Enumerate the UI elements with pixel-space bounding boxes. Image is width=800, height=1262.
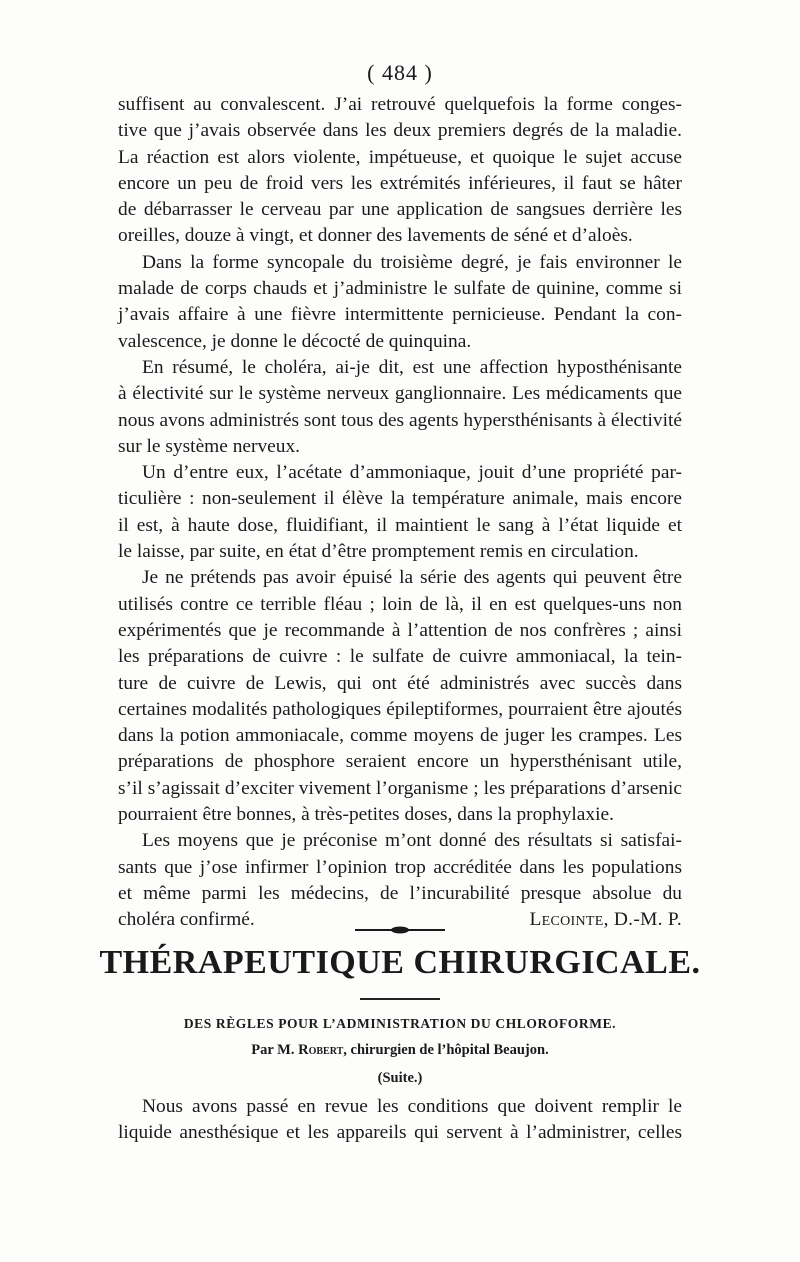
text-line: En résumé, le choléra, ai-je dit, est une affection hyposthénisante <box>142 356 682 378</box>
article-title: DES RÈGLES POUR L’ADMINISTRATION DU CHLOROFORME. <box>183 1016 617 1031</box>
text-line: il est, à haute dose, fluidifiant, il maintient le sang à l’état liquide et <box>118 514 682 536</box>
text-line: encore un peu de froid vers les extrémités inférieures, il faut se hâter <box>118 172 682 194</box>
article-body <box>118 1094 682 1147</box>
continued-label: (Suite.) <box>377 1070 423 1086</box>
byline-affiliation: , chirurgien de l’hôpital Beaujon. <box>343 1042 549 1058</box>
text-line: expérimentés que je recommande à l’attention de nos confrères ; ainsi <box>118 619 682 641</box>
body-text <box>118 92 682 934</box>
byline <box>0 1042 800 1059</box>
byline-prefix: Par M. <box>251 1042 295 1058</box>
paragraph-summary <box>118 355 682 460</box>
page-number: ( 484 ) <box>367 60 433 85</box>
paragraph-conclusion <box>118 828 682 907</box>
text-line: valescence, je donne le décocté de quinquina. <box>118 330 472 352</box>
text-line: suffisent au convalescent. J’ai retrouvé quelquefois la forme conges- <box>118 94 682 115</box>
text-line: les préparations de cuivre : le sulfate de cuivre ammoniacal, la tein- <box>118 646 682 668</box>
section-rule <box>360 998 440 1000</box>
text-line: Dans la forme syncopale du troisième degré, je fais environner le <box>142 251 682 273</box>
text-line: le laisse, par suite, en état d’être promptement remis en circulation. <box>118 541 639 563</box>
text-line: Nous avons passé en revue les conditions que doivent remplir le <box>142 1096 682 1117</box>
text-line: ture de cuivre de Lewis, qui ont été administrés avec succès dans <box>118 672 682 694</box>
paragraph-syncopal-form <box>118 250 682 355</box>
text-line: Les moyens que je préconise m’ont donné des résultats si satisfai- <box>142 830 682 852</box>
text-line: malade de corps chauds et j’administre le sulfate de quinine, comme si <box>118 278 682 300</box>
text-line: liquide anesthésique et les appareils qui servent à l’administrer, celles <box>118 1122 682 1144</box>
paragraph-other-agents <box>118 565 682 828</box>
text-line: s’il s’agissait d’exciter vivement l’organisme ; les préparations d’arsenic <box>118 777 682 799</box>
text-line: j’avais affaire à une fièvre intermittente pernicieuse. Pendant la con- <box>118 304 682 326</box>
text-line: La réaction est alors violente, impétueuse, et quoique le sujet accuse <box>118 146 682 168</box>
paragraph-convalescence <box>118 92 682 250</box>
text-line: ticulière : non-seulement il élève la température animale, mais encore <box>118 488 682 510</box>
text-line: tive que j’avais observée dans les deux premiers degrés de la maladie. <box>118 120 682 142</box>
closing-text: choléra confirmé. <box>118 909 255 931</box>
paragraph-ammonium-acetate <box>118 460 682 565</box>
section-title: THÉRAPEUTIQUE CHIRURGICALE. <box>99 944 701 981</box>
text-line: utilisés contre ce terrible fléau ; loin de là, il en est quelques-uns non <box>118 593 682 615</box>
text-line: pourraient être bonnes, à très-petites doses, dans la prophylaxie. <box>118 804 614 826</box>
text-line: dans la potion ammoniacale, comme moyens de juger les crampes. Les <box>118 725 682 747</box>
text-line: à électivité sur le système nerveux ganglionnaire. Les médicaments que <box>118 383 682 405</box>
text-line: sur le système nerveux. <box>118 435 301 457</box>
text-line: nous avons administrés sont tous des agents hypersthénisants à électivité <box>118 409 682 431</box>
text-line: préparations de phosphore seraient encore un hypersthénisant utile, <box>118 751 682 773</box>
text-line: certaines modalités pathologiques épileptiformes, pourraient être ajoutés <box>118 698 682 720</box>
ornamental-divider <box>355 926 445 934</box>
text-line: oreilles, douze à vingt, et donner des lavements de séné et d’aloès. <box>118 225 633 247</box>
text-line: de débarrasser le cerveau par une application de sangsues derrière les <box>118 199 682 221</box>
paragraph-article-intro <box>118 1094 682 1147</box>
byline-author-name: Robert <box>298 1042 344 1058</box>
text-line: Un d’entre eux, l’acétate d’ammoniaque, jouit d’une propriété par- <box>142 462 682 484</box>
text-line: et même parmi les médecins, de l’incurabilité presque absolue du <box>118 882 682 904</box>
text-line: sants que j’ose infirmer l’opinion trop accréditée dans les populations <box>118 856 682 878</box>
author-signature: Lecointe, D.-M. P. <box>529 909 682 931</box>
text-line: Je ne prétends pas avoir épuisé la série des agents qui peuvent être <box>142 567 682 589</box>
